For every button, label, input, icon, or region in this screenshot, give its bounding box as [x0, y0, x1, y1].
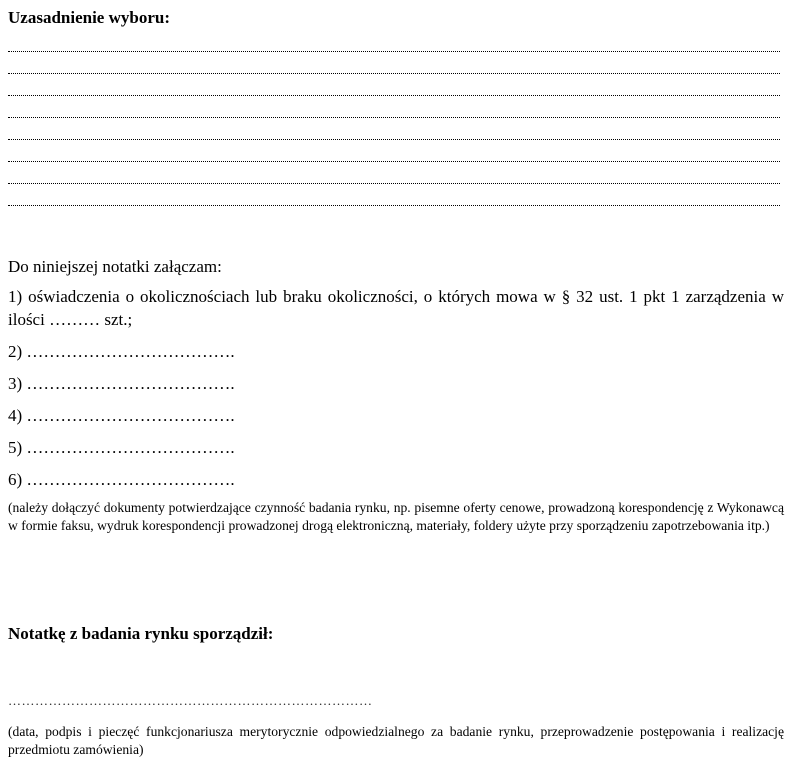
prepared-by-heading: Notatkę z badania rynku sporządził: [8, 624, 274, 643]
blank-line [8, 50, 780, 52]
signature-line: ……………………………………………………………………… [8, 693, 373, 708]
blank-line [8, 160, 780, 162]
attachment-item-3: 3) ………………………………. [8, 374, 235, 393]
blank-line [8, 72, 780, 74]
attachment-item-6: 6) ………………………………. [8, 470, 235, 489]
signature-caption: (data, podpis i pieczęć funkcjonariusza merytorycznie odpowiedzialnego za badanie rynku, przeprowadzenie postępowania i realizację przedmiotu zamówienia) [8, 724, 784, 757]
attachment-item-4: 4) ………………………………. [8, 406, 235, 425]
attachments-intro: Do niniejszej notatki załączam: [8, 257, 222, 276]
attachment-item-5: 5) ………………………………. [8, 438, 235, 457]
blank-line [8, 138, 780, 140]
attachments-note: (należy dołączyć dokumenty potwierdzające czynność badania rynku, np. pisemne oferty cenowe, prowadzoną korespondencję z Wykonawcą w formie faksu, wydruk korespondencji prowadzonej drogą elektroniczną, materiały, foldery użyte przy sporządzeniu zapotrzebowania itp.) [8, 500, 784, 533]
blank-line [8, 204, 780, 206]
blank-line [8, 182, 780, 184]
justification-heading: Uzasadnienie wyboru: [8, 8, 170, 27]
blank-line [8, 116, 780, 118]
blank-line [8, 94, 780, 96]
attachment-item-1: 1) oświadczenia o okolicznościach lub braku okoliczności, o których mowa w § 32 ust. 1 pkt 1 zarządzenia w ilości ……… szt.; [8, 287, 784, 329]
attachment-item-2: 2) ………………………………. [8, 342, 235, 361]
